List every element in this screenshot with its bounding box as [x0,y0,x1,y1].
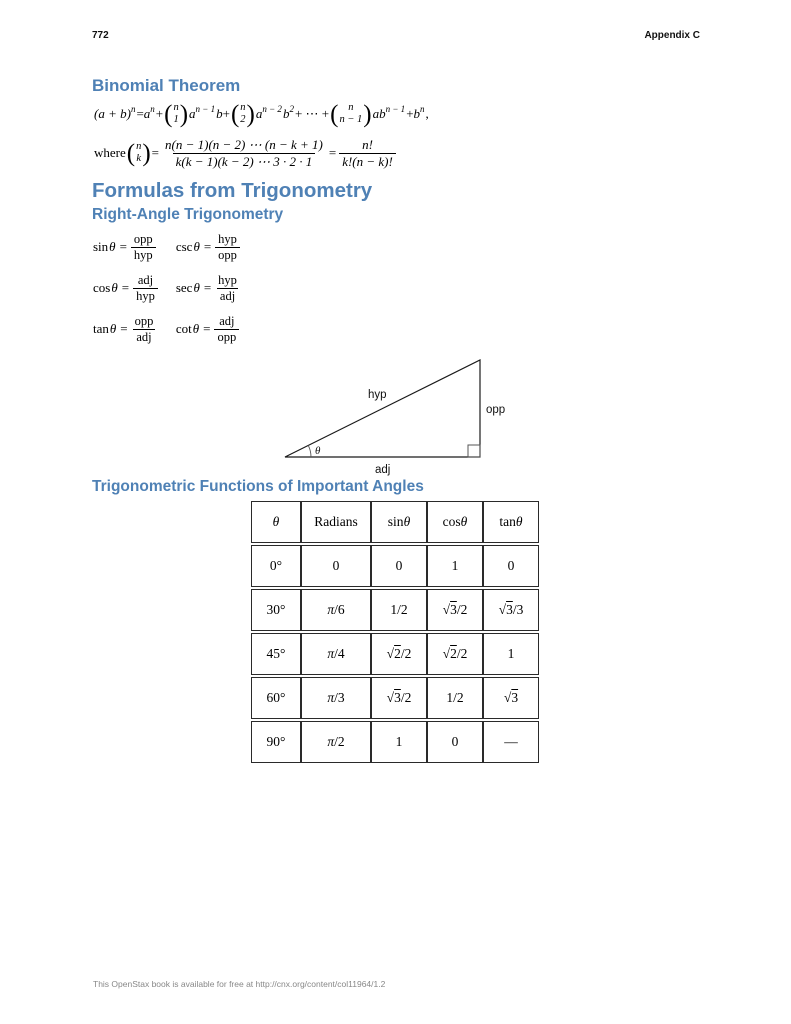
equals-sign: = [121,280,130,295]
footer-attribution: This OpenStax book is available for free at http://cnx.org/content/col11964/1.2 [93,979,386,989]
radical: √3 [498,602,513,617]
table-row [251,677,539,719]
fraction [214,314,239,345]
trig-definition [176,272,240,304]
function-name: sin [93,239,109,254]
table-cell: 1 [371,721,427,763]
exponent: n [150,103,155,114]
function-name: tan [93,321,109,336]
exponent: n − 1 [195,103,216,114]
exponent: n [130,103,136,114]
fraction [133,273,158,304]
math-token: a [189,106,196,122]
binomial-coefficient [127,141,151,166]
theta-symbol: θ [109,321,117,336]
function-name: cos [93,280,111,295]
right-triangle-diagram [278,352,518,478]
binomial-theorem-title: Binomial Theorem [92,76,241,95]
triangle-outline [285,360,480,457]
table-cell: 1/2 [427,677,483,719]
theta-symbol: θ [109,239,116,254]
radical: √3 [503,690,519,705]
angle-arc [308,445,311,457]
numerator: n(n − 1)(n − 2) ⋯ (n − k + 1) [165,136,323,152]
theta-symbol: θ [192,321,200,336]
math-token: (a + b) [94,106,131,122]
numerator: n! [362,136,373,152]
binom-stack [338,102,363,126]
table-head [251,501,539,543]
table-cell: 0° [251,545,301,587]
function-name: cot [175,321,192,336]
open-paren: ( [164,100,173,128]
binom-bottom: 1 [173,114,179,125]
trig-definition [176,231,240,263]
table-header-cell: sinθ [371,501,427,543]
binom-top: n [240,101,246,113]
fraction [339,137,396,169]
table-cell: π/2 [301,721,371,763]
radical: √2 [386,646,401,661]
table-cell: 0 [427,721,483,763]
radical: √2 [442,646,457,661]
function-name: csc [175,239,193,254]
binom-top: n [348,101,354,113]
denominator: opp [215,247,240,263]
binom-top: n [173,101,179,113]
table-row [251,633,539,675]
theta-label: θ [315,445,321,457]
close-paren: ) [246,100,255,128]
table-cell: 1 [483,633,539,675]
equals-sign: = [203,280,212,295]
trig-definition [93,313,158,345]
table-cell: √3/3 [483,589,539,631]
fraction [215,232,240,263]
equals-sign: = [203,239,212,254]
table-cell: — [483,721,539,763]
exponent: 2 [289,103,294,114]
right-triangle-figure [278,352,518,478]
exponent: n − 1 [385,103,406,114]
binom-stack [172,102,179,126]
numerator: hyp [218,231,237,246]
open-paren: ( [230,100,240,128]
running-header [92,30,700,41]
math-token: + [406,106,414,122]
numerator: hyp [218,272,237,287]
equals-sign: = [203,321,211,336]
table-cell: 45° [251,633,301,675]
open-paren: ( [330,100,339,128]
table-row [251,721,539,763]
equals-sign: = [119,239,127,254]
math-token: = [136,106,144,122]
binom-bottom: k [136,153,142,164]
binomial-coefficient [330,102,372,127]
appendix-label: Appendix C [644,30,700,41]
opposite-label: opp [486,404,506,416]
math-token: b [216,106,223,122]
trig-definition [93,231,158,263]
table-cell: √2/2 [371,633,427,675]
table-cell: π/3 [301,677,371,719]
denominator: k(k − 1)(k − 2) ⋯ 3 · 2 · 1 [173,153,316,170]
math-token: + [155,106,164,122]
fraction [162,137,326,169]
math-token: , [425,106,429,122]
trigonometry-section-title: Formulas from Trigonometry [92,179,373,202]
close-paren: ) [363,100,372,128]
math-token: ab [372,106,386,122]
math-token: a [143,106,151,122]
table-cell [483,677,539,719]
page-number: 772 [92,30,109,41]
math-token: + ⋯ + [294,106,330,122]
trig-function-definitions [93,231,240,345]
function-name: sec [175,280,193,295]
table-header-cell: Radians [301,501,371,543]
math-token: b [413,106,421,122]
open-paren: ( [126,139,136,167]
table-header-cell: cosθ [427,501,483,543]
table-cell: √2/2 [427,633,483,675]
math-token: = [328,145,337,161]
table-cell: 30° [251,589,301,631]
table-cell: 90° [251,721,301,763]
binom-stack [135,141,142,165]
equals-sign: = [120,321,128,336]
table-cell: 0 [371,545,427,587]
numerator: opp [134,313,154,328]
radical: √3 [386,690,401,705]
table-cell: 0 [301,545,371,587]
table-cell: 1/2 [371,589,427,631]
hypotenuse-label: hyp [368,389,387,401]
table-cell: 1 [427,545,483,587]
close-paren: ) [179,100,189,128]
denominator: opp [214,329,239,345]
table-cell: π/4 [301,633,371,675]
fraction [132,314,157,345]
right-angle-subsection-title: Right-Angle Trigonometry [92,206,284,223]
numerator: adj [137,272,154,287]
binomial-coefficient [231,102,255,127]
table-cell: √3/2 [371,677,427,719]
adjacent-label: adj [375,464,391,476]
table-header-row [251,501,539,543]
numerator: adj [219,313,235,328]
denominator: adj [133,329,154,345]
denominator: k!(n − k)! [339,153,396,170]
denominator: adj [217,288,238,304]
trig-definition [93,272,158,304]
table-header-cell: tanθ [483,501,539,543]
table-cell: 0 [483,545,539,587]
close-paren: ) [142,139,151,167]
denominator: hyp [133,288,158,304]
table-row [251,545,539,587]
math-token: b [282,106,290,122]
fraction [215,273,240,304]
binom-bottom: n − 1 [339,114,363,125]
exponent: n [420,103,425,114]
theta-symbol: θ [193,280,200,295]
table-cell: π/6 [301,589,371,631]
binomial-coefficient [164,102,188,127]
important-angles-title: Trigonometric Functions of Important Angles [92,478,424,495]
table-cell: 60° [251,677,301,719]
table-row [251,589,539,631]
theta-symbol: θ [111,280,118,295]
theta-symbol: θ [193,239,200,254]
numerator: opp [133,231,153,246]
table-header-cell: θ [251,501,301,543]
denominator: hyp [131,247,156,263]
binomial-coefficient-definition [94,136,399,170]
binomial-theorem-formula [94,100,429,128]
important-angles-table [251,499,539,765]
trig-definition [176,313,240,345]
binom-bottom: 2 [240,114,246,125]
radical: √3 [442,602,457,617]
binom-top: n [136,140,142,152]
binom-stack [239,102,246,126]
math-token: = [151,145,160,161]
table-cell: √3/2 [427,589,483,631]
fraction [131,232,156,263]
math-token: where [94,145,126,161]
right-angle-marker [468,445,480,457]
table-body [251,545,539,763]
math-token: a [255,106,263,122]
math-token: + [222,106,230,122]
exponent: n − 2 [262,103,282,114]
